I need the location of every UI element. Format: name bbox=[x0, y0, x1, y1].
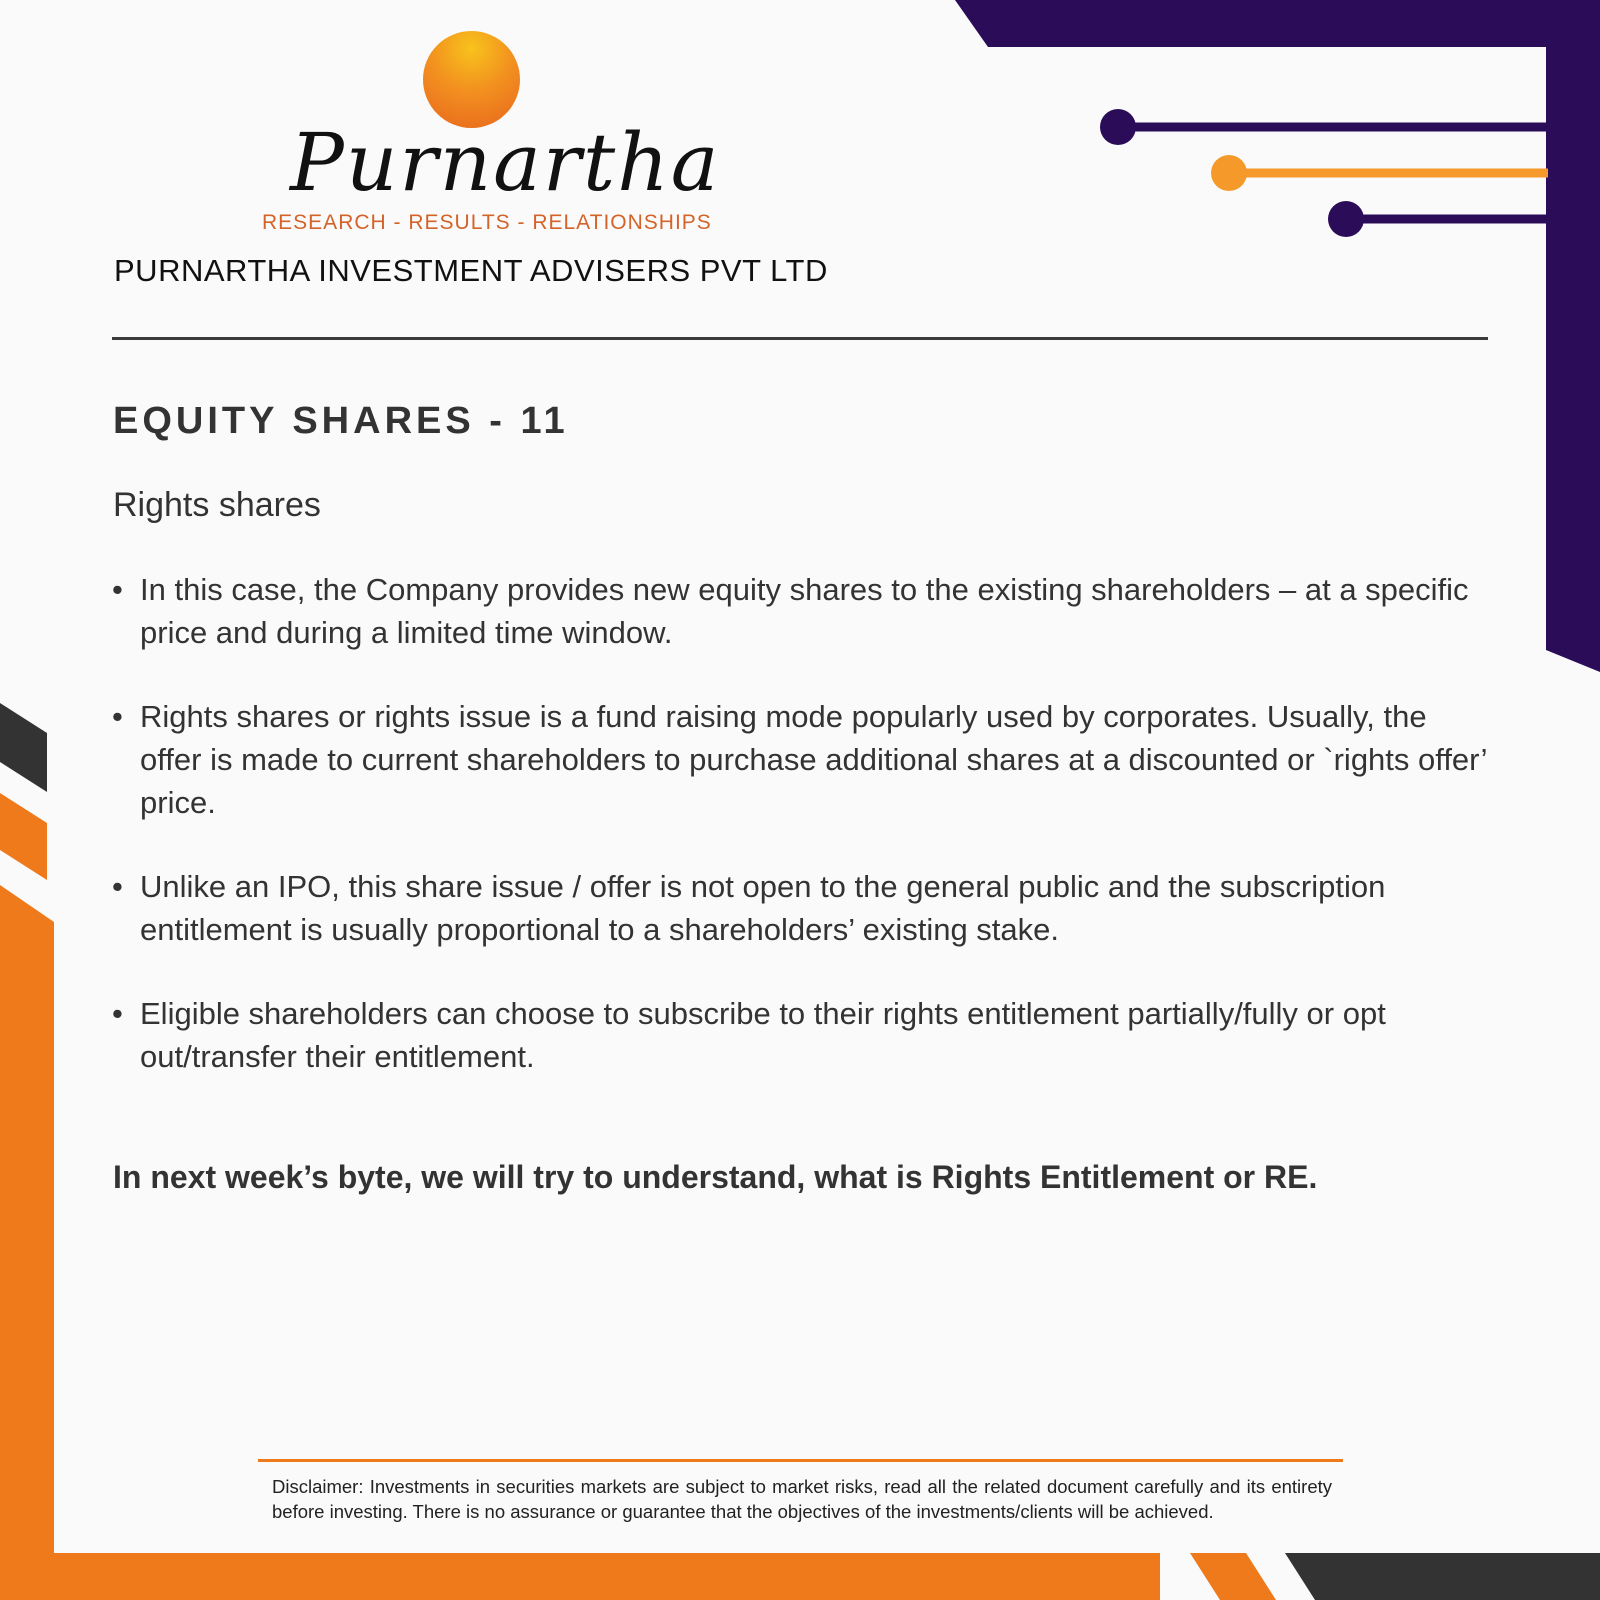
company-name: PURNARTHA INVESTMENT ADVISERS PVT LTD bbox=[114, 253, 828, 288]
bullet-icon: • bbox=[112, 699, 123, 734]
list-item bbox=[110, 568, 1490, 654]
circuit-dot-1 bbox=[1100, 109, 1136, 145]
list-item bbox=[110, 992, 1490, 1078]
list-item-text: In this case, the Company provides new equity shares to the existing shareholders – at a specific price and during a limited time window. bbox=[140, 572, 1469, 650]
list-item-text: Eligible shareholders can choose to subscribe to their rights entitlement partially/fully or opt out/transfer their entitlement. bbox=[140, 996, 1386, 1074]
closing-note: In next week’s byte, we will try to understand, what is Rights Entitlement or RE. bbox=[113, 1159, 1318, 1195]
circuit-dot-3 bbox=[1328, 201, 1364, 237]
left-gray-stripe bbox=[0, 703, 47, 792]
disclaimer-divider bbox=[258, 1459, 1343, 1462]
bullet-icon: • bbox=[112, 996, 123, 1031]
header-divider bbox=[112, 337, 1488, 340]
bullet-icon: • bbox=[112, 869, 123, 904]
purple-top-band bbox=[955, 0, 1600, 47]
brand-tagline: RESEARCH - RESULTS - RELATIONSHIPS bbox=[262, 211, 712, 234]
list-item bbox=[110, 695, 1490, 824]
list-item-text: Unlike an IPO, this share issue / offer is not open to the general public and the subscription entitlement is usually proportional to a shareholders’ existing stake. bbox=[140, 869, 1386, 947]
page-title: EQUITY SHARES - 11 bbox=[113, 400, 569, 442]
logo-wordmark: Purnartha bbox=[290, 116, 721, 209]
circuit-dot-2 bbox=[1211, 155, 1247, 191]
section-subtitle: Rights shares bbox=[113, 486, 321, 524]
bottom-orange-band bbox=[0, 1553, 1160, 1600]
list-item bbox=[110, 865, 1490, 951]
bottom-orange-slash bbox=[1190, 1553, 1276, 1600]
list-item-text: Rights shares or rights issue is a fund raising mode popularly used by corporates. Usually, the offer is made to current shareholders to purchase additional shares at a discounted or `rights offer’ price. bbox=[140, 699, 1487, 820]
bullet-icon: • bbox=[112, 572, 123, 607]
bullet-list bbox=[110, 568, 1490, 1119]
bottom-gray-block bbox=[1285, 1553, 1600, 1600]
logo-sun-icon bbox=[423, 31, 520, 128]
disclaimer-text: Disclaimer: Investments in securities markets are subject to market risks, read all the related document carefully and its entirety before investing. There is no assurance or guarantee that the objectives of the investments/clients will be achieved. bbox=[272, 1476, 1332, 1522]
purple-right-column bbox=[1546, 40, 1600, 672]
left-orange-column bbox=[0, 885, 54, 1600]
left-orange-stripe bbox=[0, 793, 47, 880]
